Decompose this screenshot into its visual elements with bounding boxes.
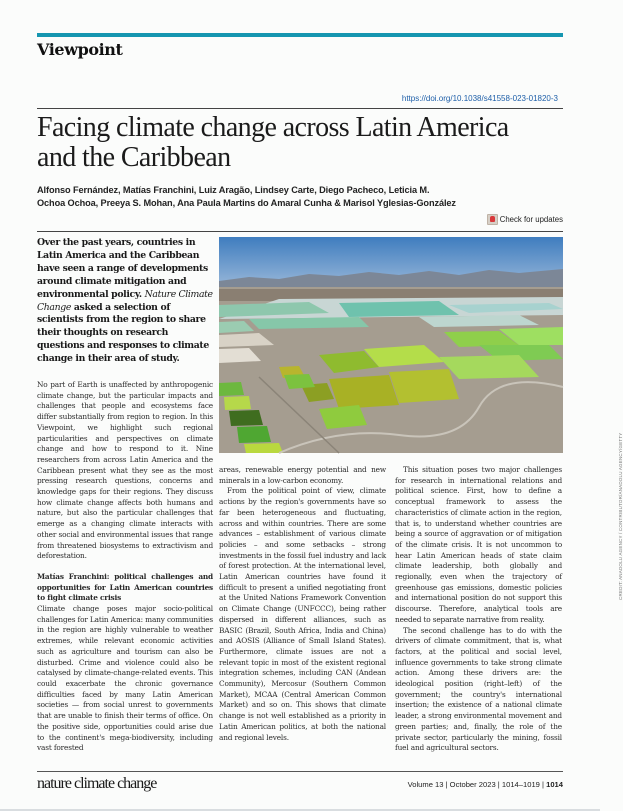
body-paragraph: This situation poses two major challenges for research in international relations and political science. First, how to define a conceptual framework to assess the characteristics of climate action in the region, that is, to understand whether countries are being a source of aggravation or of mitigation of the climate crisis. It is not uncommon to hear Latin American heads of state claim climate leadership, both globally and regionally, even when the trajectory of greenhouse gas emissions, domestic policies and international position do not support this discourse. Therefore, analytical tools are needed to separate narrative from reality. — [395, 465, 562, 624]
standfirst-text: Over the past years, countries in Latin America and the Caribbean have seen a range of developments around climate mitigation and environmental policy. — [37, 237, 208, 300]
body-paragraph: From the political point of view, climate actions by the region's governments have so far been heterogeneous and fluctuating, across and within countries. There are some advances – establishment of various climate policies – and some setbacks – strong investments in the fossil fuel industry and lack of forest protection. At the international level, Latin American countries have found it difficult to present a unified negotiating front at the United Nations Framework Convention on Climate Change (UNFCCC), being rather dispersed in different alliances, such as BASIC (Brazil, South Africa, India and China) and AOSIS (Alliance of Small Island States). Furthermore, climate issues are not a relevant topic in most of the existent regional integration schemes, including CAN (Andean Community), Mercosur (Southern Common Market), MCAA (Central American Common Market) and so on. This shows that climate change is not well established as a priority in Latin American politics, at both the national and regional levels. — [219, 486, 386, 742]
check-updates-label: Check for updates — [499, 215, 563, 224]
body-column-2 — [219, 465, 386, 743]
standfirst — [37, 237, 213, 366]
article-page — [37, 0, 623, 811]
title-divider — [37, 108, 563, 109]
intro-paragraph: No part of Earth is unaffected by anthropogenic climate change, but the particular impacts and challenges that people and ecosystems face differ substantially from region to region. In this Viewpoint, we highlight such regional particularities and perspectives on climate change and how to respond to it. Nine researchers from across Latin America and the Caribbean present what they see as the most pressing research questions, concerns and knowledge gaps for their regions. They discuss how climate change affects both humans and nature, but also the particular challenges that emerge as a changing climate interacts with other social and environmental issues that range from threatened biosystems to extractivism and deforestation. — [37, 380, 213, 561]
check-for-updates-button[interactable] — [487, 214, 563, 225]
section-accent-rule — [37, 33, 563, 37]
section-label: Viewpoint — [37, 40, 123, 59]
body-paragraph: The second challenge has to do with the drivers of climate commitment, that is, what factors, at the political and social level, influence governments to take strong climate action. Among these drivers are: the ideological position (right–left) of the government; the country's international insertion; the existence of a national climate leader, a strong environmental movement and green parties; and, finally, the role of the private sector, particularly the mining, fossil fuel and agricultural sectors. — [395, 625, 562, 753]
photo-credit: CREDIT: ANADOLU AGENCY / CONTRIBUTOR/ANADOLU AGENCY/GETTY — [618, 432, 623, 600]
check-updates-icon — [487, 214, 498, 225]
issue-citation: Volume 13 | October 2023 | 1014–1019 | — [407, 780, 547, 789]
article-photo — [219, 237, 563, 453]
article-title: Facing climate change across Latin America and the Caribbean — [37, 112, 509, 173]
journal-logo: nature climate change — [37, 775, 157, 792]
body-column-3 — [395, 465, 562, 754]
page-number: 1014 — [546, 780, 563, 789]
footer-divider — [37, 771, 563, 772]
body-paragraph: areas, renewable energy potential and new minerals in a low-carbon economy. — [219, 465, 386, 485]
salt-flat-ponds-image — [219, 237, 563, 453]
body-column-1 — [37, 380, 213, 754]
authors-divider — [37, 231, 563, 232]
journal-name-italic: Nature Climate Change — [37, 288, 213, 313]
issue-info — [408, 780, 563, 789]
section-subheading: Matías Franchini: political challenges and opportunities for Latin American countries to fight climate crisis — [37, 571, 213, 603]
body-paragraph: Climate change poses major socio-political challenges for Latin America: many communities in the region are highly vulnerable to weather extremes, while relevant economic activities such as agriculture and tourism can also be disturbed. Crime and violence could also be catalysed by climate-change-related events. This could exacerbate the chronic governance difficulties faced by many Latin American societies — from social unrest to governments that are unable to finish their terms of office. On the positive side, opportunities could arise due to the continent's mega-biodiversity, including vast forested — [37, 604, 213, 753]
author-list: Alfonso Fernández, Matías Franchini, Luiz Aragão, Lindsey Carte, Diego Pacheco, Leticia M. Ochoa Ochoa, Preeya S. Mohan, Ana Paula Martins do Amaral Cunha & Marisol Yglesias-González — [37, 185, 456, 208]
doi-link[interactable]: https://doi.org/10.1038/s41558-023-01820-3 — [401, 94, 558, 103]
standfirst-text: asked a selection of scientists from the region to share their thoughts on research questions and responses to climate change in their area of study. — [37, 301, 209, 365]
